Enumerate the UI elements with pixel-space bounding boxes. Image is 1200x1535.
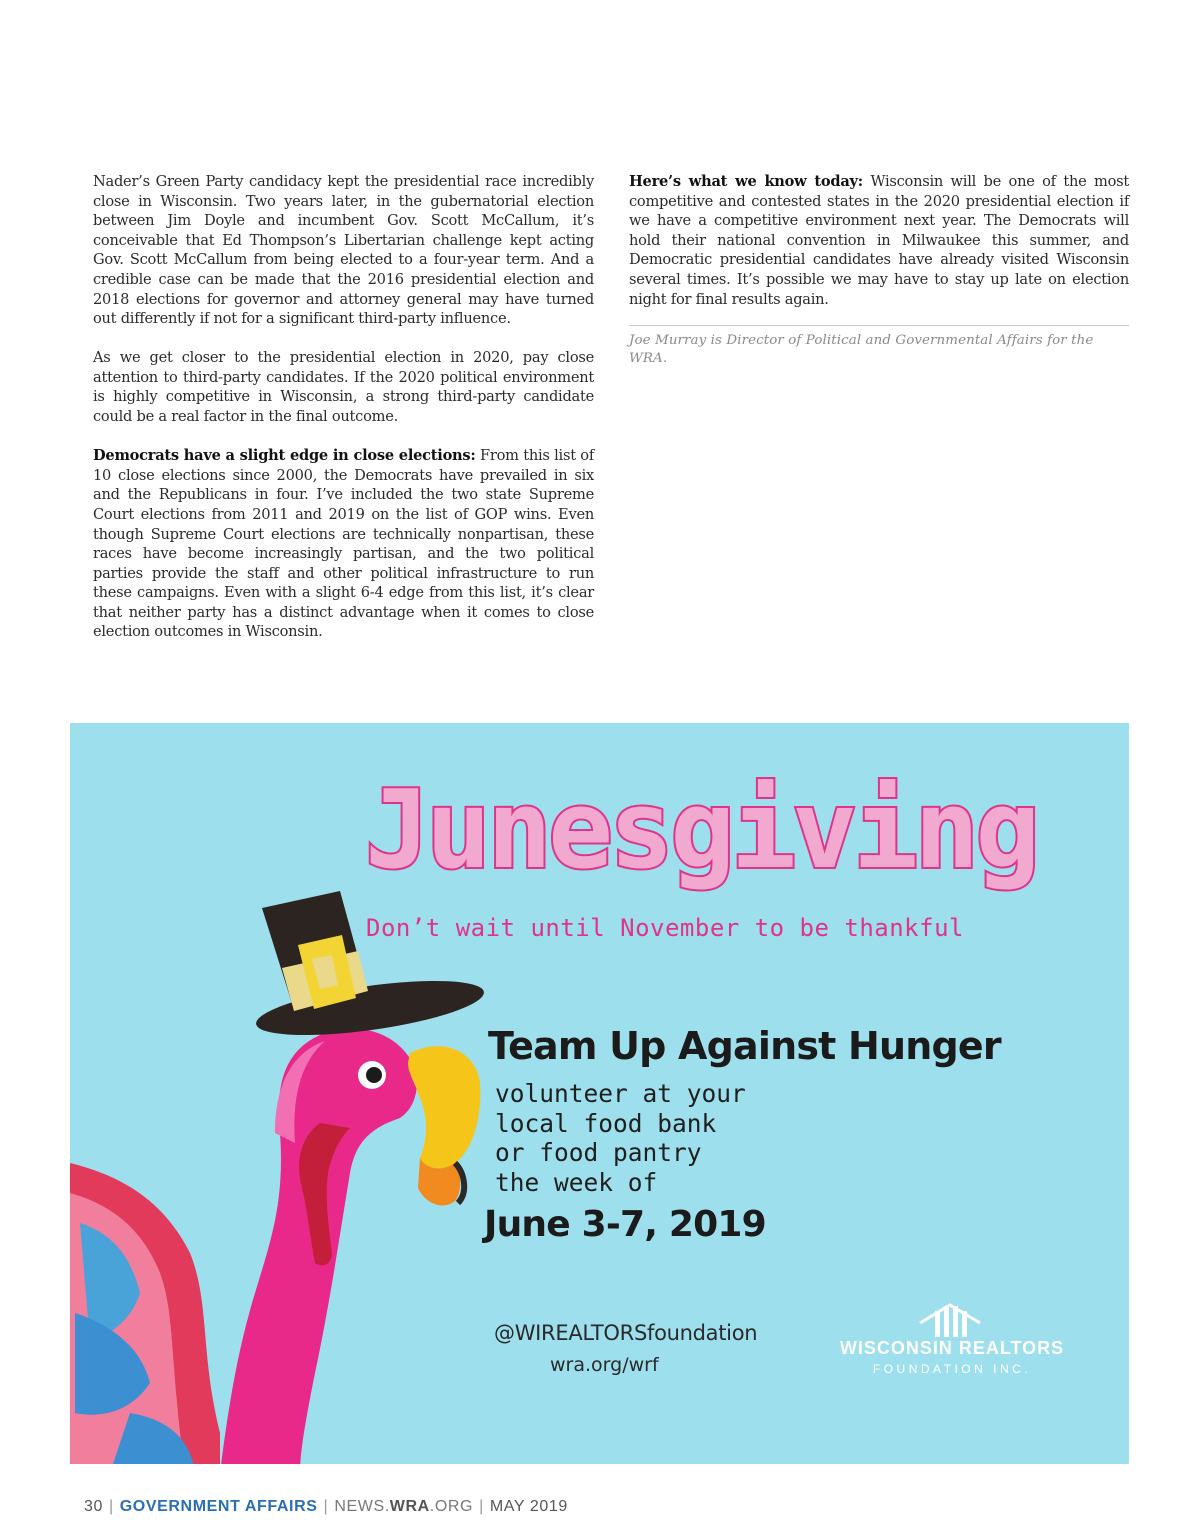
separator: | <box>479 1498 484 1515</box>
page-number: 30 <box>84 1498 103 1515</box>
page-footer <box>84 1496 568 1518</box>
logo-name: WISCONSIN REALTORS <box>839 1338 1065 1358</box>
paragraph-lead: Here’s what we know today: <box>629 173 863 190</box>
separator: | <box>323 1498 329 1515</box>
ad-detail-line: local food bank <box>495 1108 717 1138</box>
issue-date: MAY 2019 <box>489 1498 568 1515</box>
paragraph-body: From this list of 10 close elections since 2000, the Democrats have prevailed in six and the Republicans in four. I’ve included the two state Supreme Court elections from 2011 and 2019 on the list of GOP wins. Even though Supreme Court elections are technically nonpartisan, these races have become increasingly partisan, and the two political parties provide the staff and other political infrastructure to run these campaigns. Even with a slight 6-4 edge from this list, it’s clear that neither party has a distinct advantage when it comes to close election outcomes in Wisconsin. <box>93 447 594 641</box>
paragraph <box>629 172 1129 309</box>
logo-subtitle: FOUNDATION INC. <box>872 1362 1032 1376</box>
ad-title: Junesgiving <box>365 768 1037 893</box>
ad-tagline: Don’t wait until November to be thankful <box>366 914 964 942</box>
author-byline: Joe Murray is Director of Political and Governmental Affairs for the WRA. <box>629 333 1094 367</box>
ad-details <box>495 1079 746 1197</box>
paragraph-body: Wisconsin will be one of the most competitive and contested states in the 2020 presidential election if we have a competitive environment next year. The Democrats will hold their national convention in Milwaukee this summer, and Democratic presidential candidates have already visited Wisconsin several times. It’s possible we may have to stay up late on election night for final results again. <box>629 173 1129 308</box>
site-brand: WRA <box>389 1498 430 1515</box>
site-suffix: .ORG <box>429 1498 474 1515</box>
article-left-column <box>93 172 594 662</box>
ad-headline: Team Up Against Hunger <box>488 1024 1001 1068</box>
ad-detail-line: volunteer at your <box>495 1079 746 1108</box>
article-right-column <box>629 172 1129 368</box>
section-name: GOVERNMENT AFFAIRS <box>119 1498 318 1515</box>
house-logo-icon <box>915 1301 985 1339</box>
divider <box>629 325 1129 326</box>
paragraph <box>93 446 594 642</box>
paragraph-lead: Democrats have a slight edge in close elections: <box>93 447 476 465</box>
separator: | <box>109 1498 114 1515</box>
site-prefix: NEWS. <box>334 1498 390 1515</box>
junesgiving-advertisement <box>70 723 1129 1464</box>
paragraph: Nader’s Green Party candidacy kept the presidential race incredibly close in Wisconsin. Two years later, in the gubernatorial election between Jim Doyle and incumbent Gov. Scott McCallum, it’s conceivable that Ed Thompson’s Libertarian challenge kept acting Gov. Scott McCallum from being elected to a four-year term. And a credible case can be made that the 2016 presidential election and 2018 elections for governor and attorney general may have turned out differently if not for a significant third-party influence. <box>93 173 594 328</box>
social-handle: @WIREALTORSfoundation <box>494 1321 758 1345</box>
ad-detail-line: the week of <box>495 1167 658 1197</box>
website-url: wra.org/wrf <box>550 1354 659 1376</box>
paragraph: As we get closer to the presidential election in 2020, pay close attention to third-party candidates. If the 2020 political environment is highly competitive in Wisconsin, a strong third-party candidate could be a real factor in the final outcome. <box>93 349 594 426</box>
flamingo-pilgrim-turkey-icon <box>70 873 490 1464</box>
ad-detail-line: or food pantry <box>495 1138 702 1167</box>
ad-date: June 3-7, 2019 <box>484 1204 766 1245</box>
